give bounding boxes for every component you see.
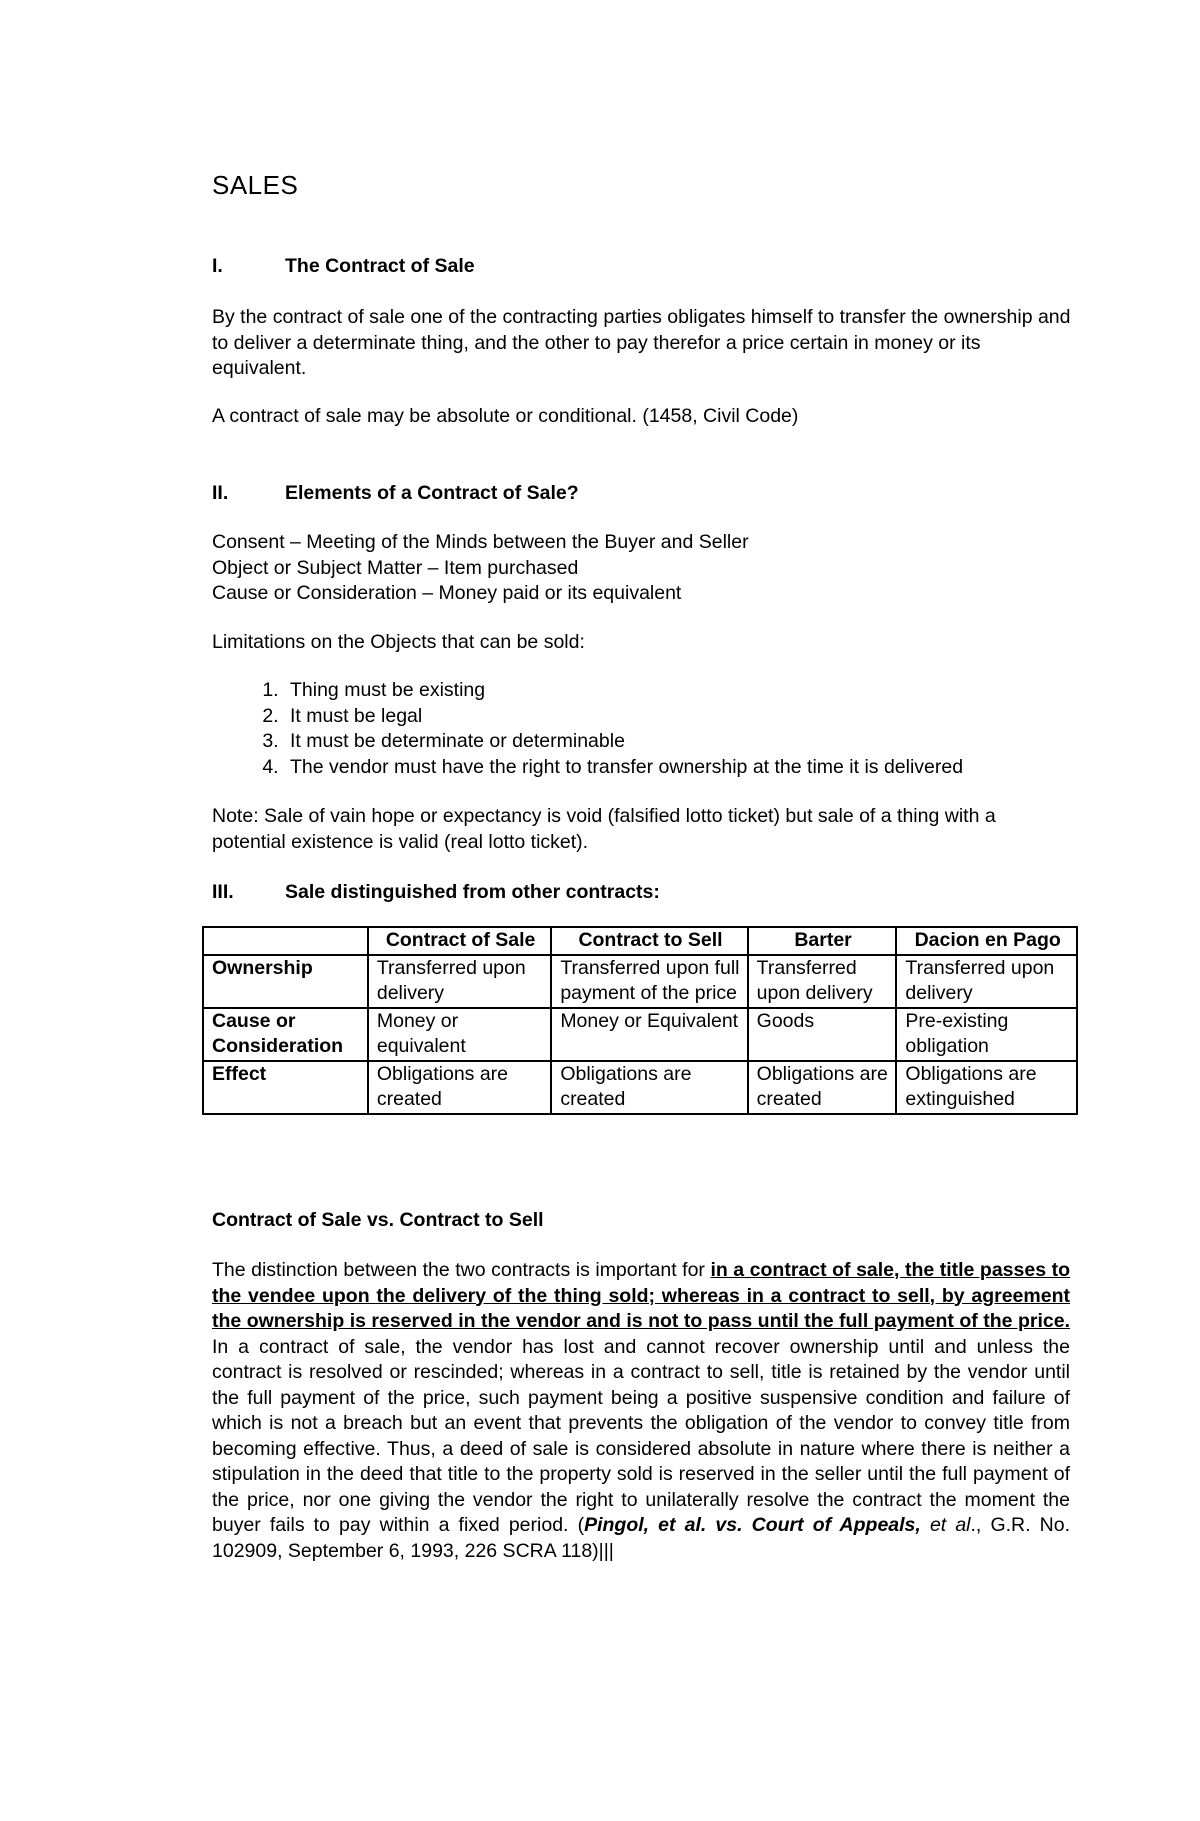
- section-2-heading: [212, 481, 579, 506]
- section-1-paragraph-1: [212, 305, 1072, 382]
- note-paragraph: [212, 804, 1072, 855]
- table-row: [203, 955, 1077, 1008]
- case-citation: ., G.R. No. 102909, September 6, 1993, 226 SCRA 118)|||: [212, 1514, 1070, 1562]
- table-cell: Money or equivalent: [368, 1008, 551, 1061]
- contrast-text: [212, 1258, 1070, 1564]
- case-name: Pingol, et al. vs. Court of Appeals,: [584, 1514, 921, 1536]
- section-2-title: Elements of a Contract of Sale?: [285, 482, 579, 504]
- limitation-item: 3. It must be determinate or determinable: [284, 729, 1084, 755]
- case-et-al: et al: [920, 1514, 971, 1536]
- table-row: [203, 1008, 1077, 1061]
- elements-list: [212, 530, 1072, 607]
- document-title: SALES: [212, 170, 299, 200]
- table-cell: Obligations are created: [748, 1061, 897, 1114]
- limitation-item: 4. The vendor must have the right to transfer ownership at the time it is delivered: [284, 755, 1084, 781]
- limitations-intro: [212, 630, 1072, 656]
- note-text: Note: Sale of vain hope or expectancy is void (falsified lotto ticket) but sale of a thing with a potential existence is valid (real lotto ticket).: [212, 805, 996, 853]
- table-header-cell: Contract of Sale: [368, 927, 551, 955]
- contrast-paragraph: [212, 1258, 1070, 1564]
- table-header-cell: Contract to Sell: [551, 927, 747, 955]
- limitation-item: 1. Thing must be existing: [284, 678, 1084, 704]
- table-cell: Transferred upon delivery: [748, 955, 897, 1008]
- element-consent: Consent – Meeting of the Minds between the Buyer and Seller: [212, 531, 749, 553]
- contrast-lead: The distinction between the two contracts is important for: [212, 1259, 711, 1281]
- row-label: Ownership: [203, 955, 368, 1008]
- section-1-number: I.: [212, 255, 223, 277]
- comparison-table: [202, 926, 1078, 1115]
- section-1-heading: [212, 254, 475, 279]
- table-header-cell: [203, 927, 368, 955]
- table-header-cell: Barter: [748, 927, 897, 955]
- section-3-title: Sale distinguished from other contracts:: [285, 881, 660, 903]
- element-object: Object or Subject Matter – Item purchased: [212, 556, 579, 579]
- section-3-heading: [212, 880, 660, 905]
- definition-text: By the contract of sale one of the contracting parties obligates himself to transfer the ownership and to deliver a determinate thing, and the other to pay therefor a price certain in money or its equivalent.: [212, 306, 1071, 379]
- table-cell: Transferred upon delivery: [368, 955, 551, 1008]
- row-label: Effect: [203, 1061, 368, 1114]
- section-2-number: II.: [212, 482, 229, 504]
- section-1-title: The Contract of Sale: [285, 255, 475, 277]
- contrast-heading: Contract of Sale vs. Contract to Sell: [212, 1209, 544, 1231]
- table-cell: Transferred upon full payment of the price: [551, 955, 747, 1008]
- row-label: Cause or Consideration: [203, 1008, 368, 1061]
- limitations-list: [250, 678, 1084, 780]
- absolute-conditional-text: A contract of sale may be absolute or conditional. (1458, Civil Code): [212, 405, 799, 427]
- table-cell: Transferred upon delivery: [896, 955, 1077, 1008]
- element-cause: Cause or Consideration – Money paid or its equivalent: [212, 582, 682, 604]
- table-cell: Pre-existing obligation: [896, 1008, 1077, 1061]
- table-header-cell: Dacion en Pago: [896, 927, 1077, 955]
- table-header-row: [203, 927, 1077, 955]
- table-cell: Obligations are created: [368, 1061, 551, 1114]
- limitation-item: 2. It must be legal: [284, 704, 1084, 730]
- table-cell: Obligations are created: [551, 1061, 747, 1114]
- contrast-emphasis: in a contract of sale, the title passes to the vendee upon the delivery of the thing sold; whereas in a contract to sell, by agreement the ownership is reserved in the vendor and is not to pass until the full payment of the price.: [212, 1259, 1070, 1332]
- table-cell: Money or Equivalent: [551, 1008, 747, 1061]
- table-cell: Goods: [748, 1008, 897, 1061]
- table-row: [203, 1061, 1077, 1114]
- contrast-body: In a contract of sale, the vendor has lost and cannot recover ownership until and unless the contract is resolved or rescinded; whereas in a contract to sell, title is retained by the vendor until the full payment of the price, such payment being a positive suspensive condition and failure of which is not a breach but an event that prevents the obligation of the vendor to convey title from becoming effective. Thus, a deed of sale is considered absolute in nature where there is neither a stipulation in the deed that title to the property sold is reserved in the seller until the full payment of the price, nor one giving the vendor the right to unilaterally resolve the contract the moment the buyer fails to pay within a fixed period. (: [212, 1335, 1070, 1536]
- section-1-paragraph-2: [212, 404, 1072, 430]
- limitations-intro-text: Limitations on the Objects that can be sold:: [212, 631, 585, 653]
- table-cell: Obligations are extinguished: [896, 1061, 1077, 1114]
- section-3-number: III.: [212, 881, 234, 903]
